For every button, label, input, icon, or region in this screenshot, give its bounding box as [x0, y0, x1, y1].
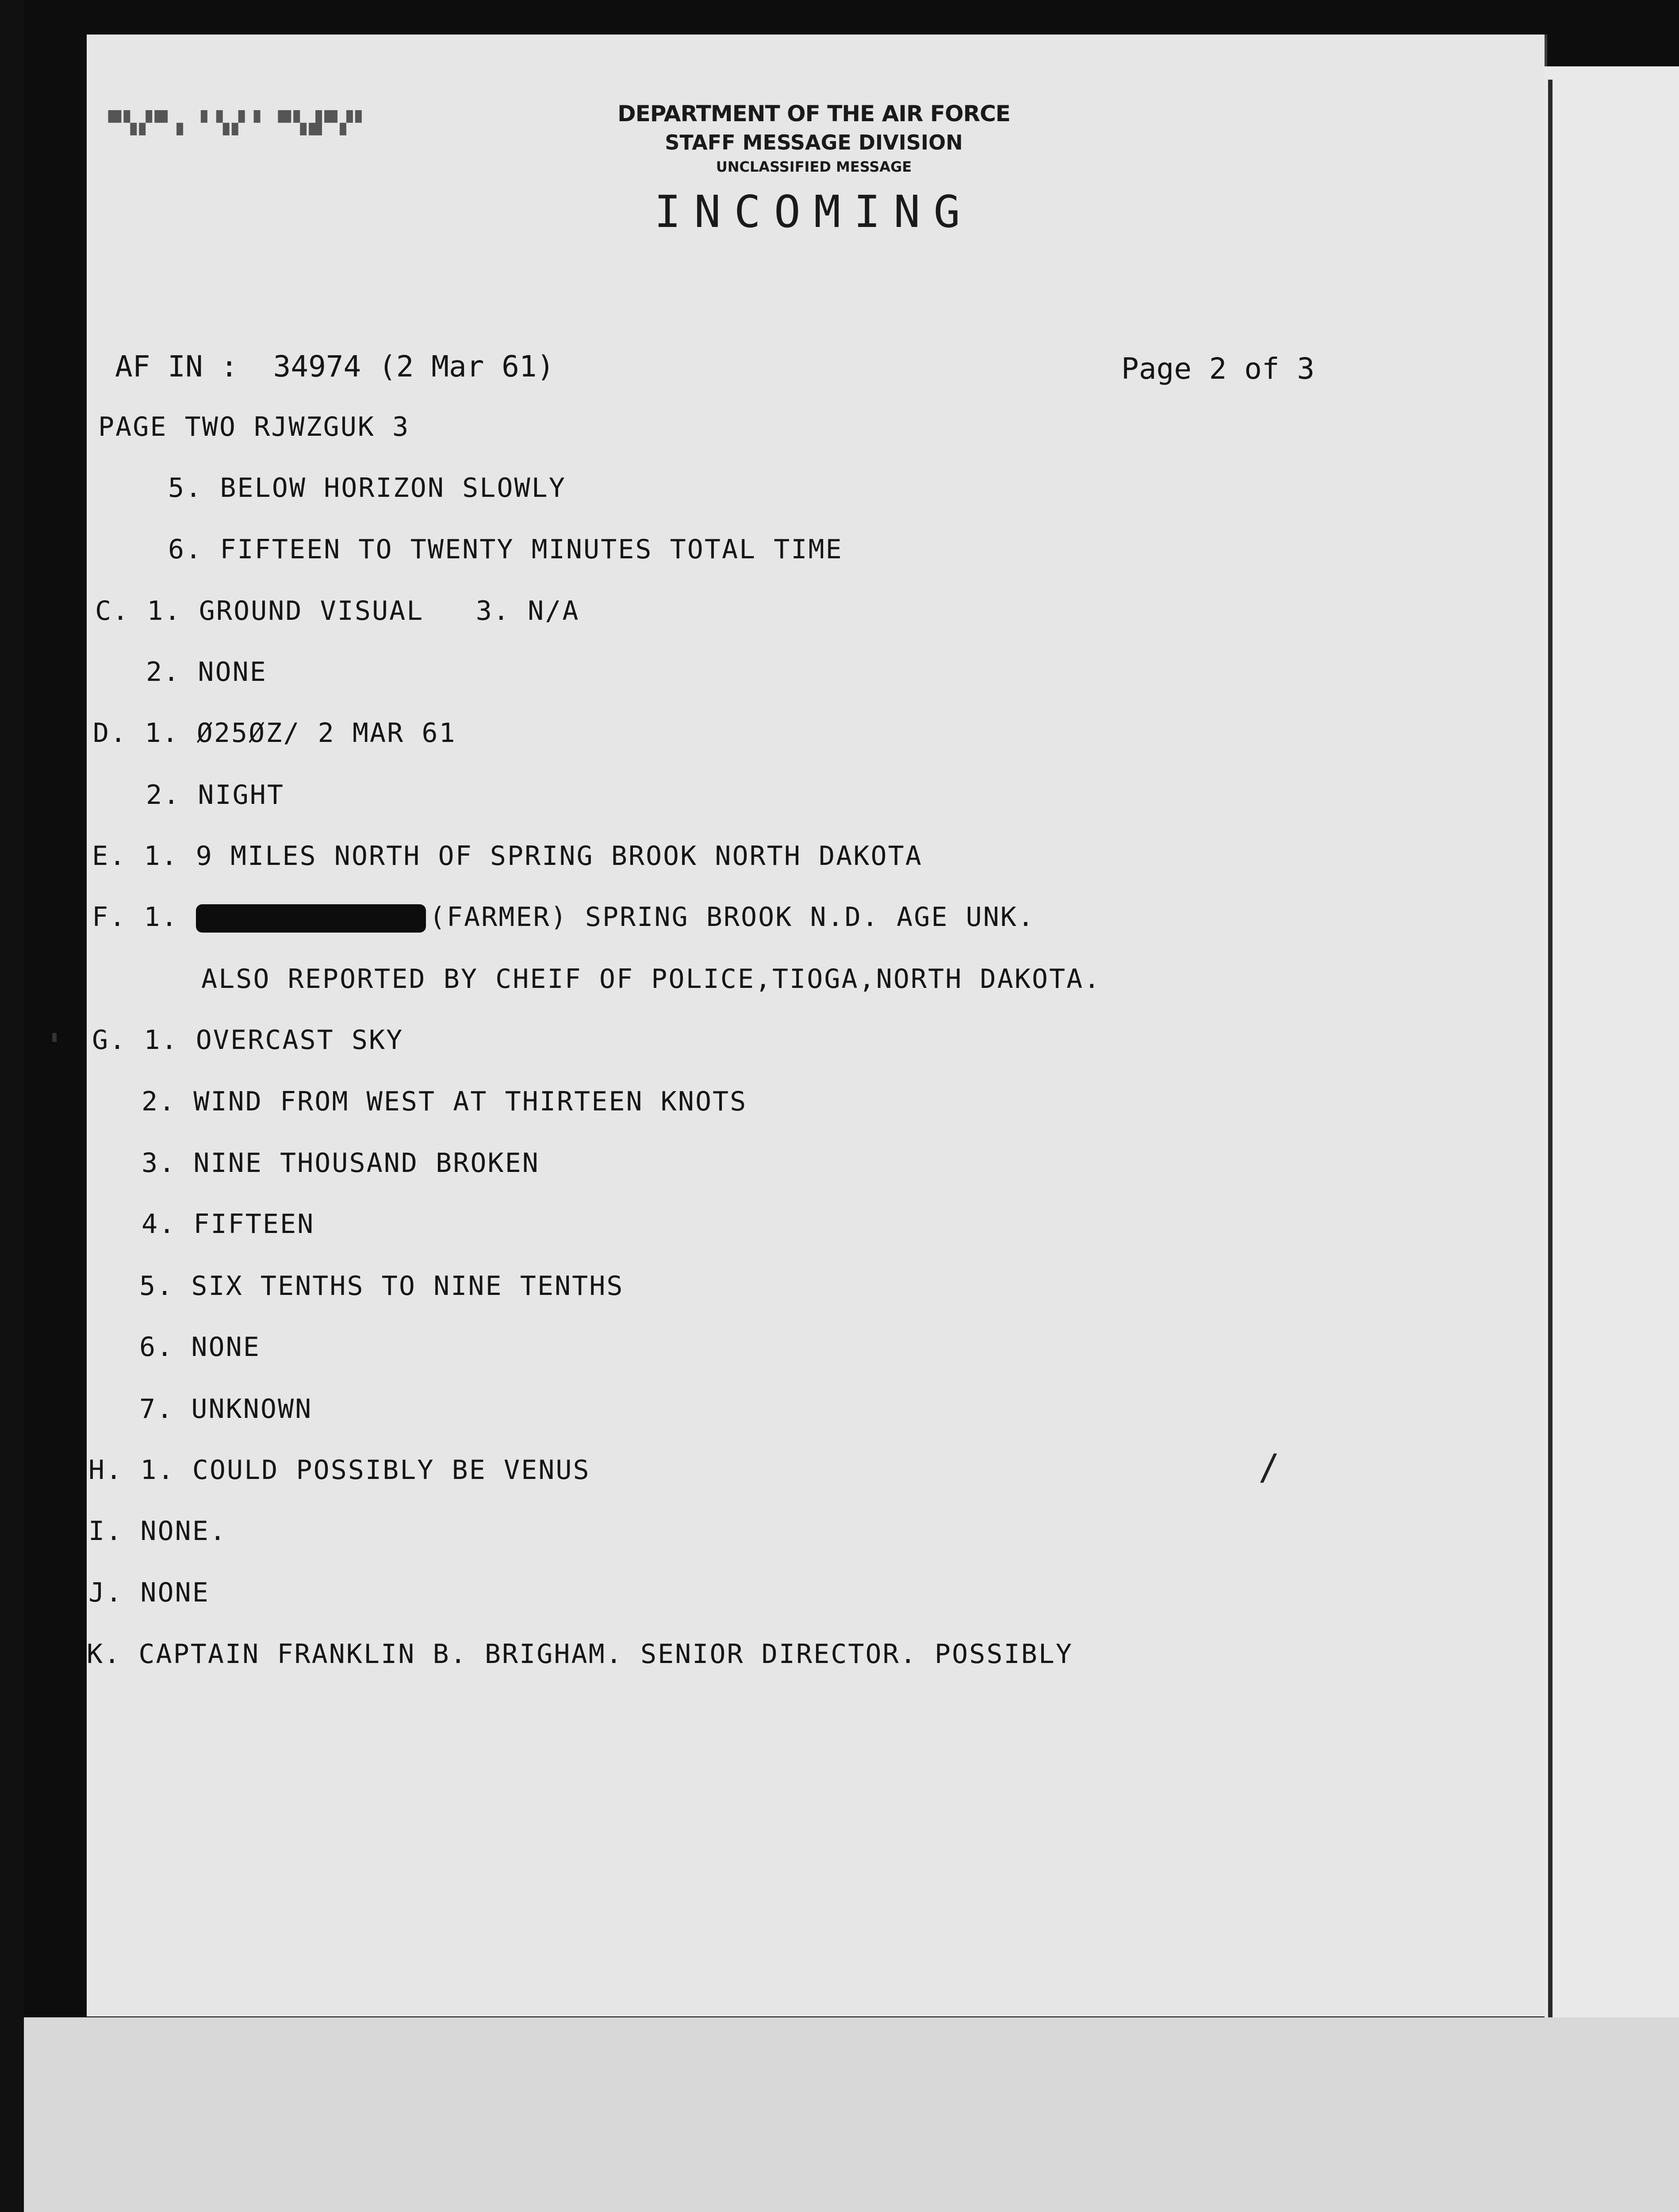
- message-line: 6. NONE: [139, 1332, 261, 1363]
- sheet-lower-area: [24, 2017, 1679, 2212]
- message-line: 4. FIFTEEN: [142, 1209, 315, 1240]
- message-line: J. NONE: [88, 1577, 210, 1608]
- message-line: H. 1. COULD POSSIBLY BE VENUS: [88, 1455, 590, 1486]
- header-division: STAFF MESSAGE DIVISION: [665, 131, 963, 154]
- witness-detail: (FARMER) SPRING BROOK N.D. AGE UNK.: [429, 902, 1035, 933]
- message-line: PAGE TWO RJWZGUK 3: [98, 411, 410, 442]
- message-line: 3. NINE THOUSAND BROKEN: [142, 1148, 540, 1179]
- redaction-block: [196, 904, 426, 933]
- message-line: 2. NONE: [146, 657, 267, 687]
- message-line: 5. SIX TENTHS TO NINE TENTHS: [139, 1271, 624, 1302]
- underlying-page: [1545, 66, 1679, 2017]
- message-line: I. NONE.: [88, 1516, 227, 1547]
- message-line: 5. BELOW HORIZON SLOWLY: [168, 472, 566, 503]
- scan-left-edge: [0, 0, 24, 2212]
- header-incoming: INCOMING: [654, 186, 974, 238]
- af-in-number: AF IN : 34974 (2 Mar 61): [115, 349, 555, 384]
- message-line: K. CAPTAIN FRANKLIN B. BRIGHAM. SENIOR DIRECTOR. POSSIBLY: [87, 1639, 1073, 1670]
- message-line: 2. WIND FROM WEST AT THIRTEEN KNOTS: [142, 1086, 748, 1117]
- message-line: D. 1. Ø25ØZ/ 2 MAR 61: [93, 718, 456, 749]
- header-department: DEPARTMENT OF THE AIR FORCE: [617, 101, 1010, 127]
- message-line: 6. FIFTEEN TO TWENTY MINUTES TOTAL TIME: [168, 534, 843, 565]
- message-line: ALSO REPORTED BY CHEIF OF POLICE,TIOGA,NORTH DAKOTA.: [201, 964, 1101, 995]
- message-line: G. 1. OVERCAST SKY: [92, 1025, 404, 1056]
- message-line: C. 1. GROUND VISUAL 3. N/A: [95, 595, 580, 626]
- page-number: Page 2 of 3: [1121, 352, 1315, 386]
- message-line: 7. UNKNOWN: [139, 1394, 313, 1425]
- illegible-stamp: ▀▚▞▀▗ ▘▚▞▝ ▀▚▟▀▞▘: [108, 111, 371, 135]
- message-line-redacted: [92, 902, 1035, 933]
- item-prefix: F. 1.: [92, 902, 179, 933]
- sheet-edge-line: [1548, 80, 1552, 2017]
- message-line: E. 1. 9 MILES NORTH OF SPRING BROOK NORTH DAKOTA: [92, 841, 923, 872]
- header-classification: UNCLASSIFIED MESSAGE: [716, 158, 912, 175]
- margin-mark: [52, 1033, 57, 1042]
- pen-mark: /: [1258, 1447, 1280, 1488]
- message-line: 2. NIGHT: [146, 780, 284, 810]
